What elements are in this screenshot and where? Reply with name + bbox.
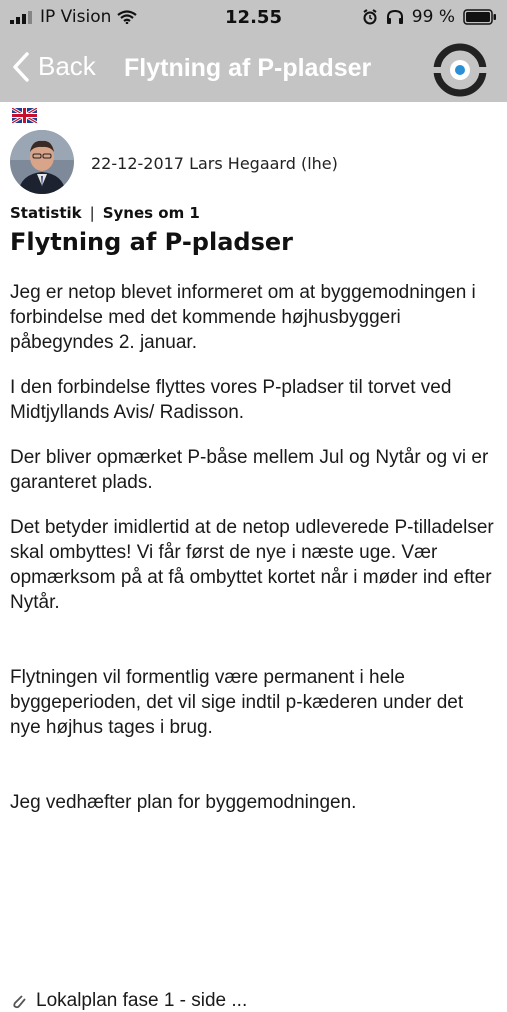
carrier-name: IP Vision <box>40 7 112 27</box>
app-logo-icon <box>433 43 487 97</box>
battery-icon <box>463 9 497 25</box>
actions-separator: | <box>89 204 95 222</box>
battery-percent: 99 % <box>411 7 455 27</box>
alarm-icon <box>362 9 378 25</box>
post-body <box>10 280 498 835</box>
post-paragraph: Flytningen vil formentlig være permanent i hele byggeperioden, det vil sige indtil p-kæderen under det nye højhus tages i brug. <box>10 667 464 738</box>
post-paragraph: Det betyder imidlertid at de netop udleverede P-tilladelser skal ombyttes! Vi får først de nye i næste uge. Vær opmærksom på at få ombyttet kortet når i møder ind efter Nytår. <box>10 517 494 613</box>
paperclip-icon <box>10 992 28 1010</box>
attachment-label: Lokalplan fase 1 - side ... <box>36 990 248 1011</box>
status-right <box>362 7 497 27</box>
author-avatar <box>10 130 74 194</box>
like-link[interactable]: Synes om 1 <box>102 204 200 222</box>
uk-flag-icon[interactable] <box>12 108 37 123</box>
post-paragraph: Der bliver opmærket P-båse mellem Jul og Nytår og vi er garanteret plads. <box>10 447 489 493</box>
back-label: Back <box>38 51 96 81</box>
post-title: Flytning af P-pladser <box>10 228 293 256</box>
headphones-icon <box>386 9 404 25</box>
post-paragraph: I den forbindelse flyttes vores P-pladser til torvet ved Midtjyllands Avis/ Radisson. <box>10 377 452 423</box>
navigation-bar <box>0 36 507 102</box>
post-actions <box>10 204 200 222</box>
post-paragraph: Jeg vedhæfter plan for byggemodningen. <box>10 792 357 813</box>
nav-title: Flytning af P-pladser <box>124 54 372 82</box>
post-paragraph: Jeg er netop blevet informeret om at byggemodningen i forbindelse med det kommende højhusbyggeri påbegyndes 2. januar. <box>10 282 476 353</box>
statistics-link[interactable]: Statistik <box>10 204 82 222</box>
chevron-left-icon <box>12 52 30 82</box>
back-button[interactable] <box>12 51 96 82</box>
attachment-link[interactable] <box>10 990 247 1012</box>
post-date-author: 22-12-2017 Lars Hegaard (lhe) <box>91 154 338 173</box>
status-time: 12.55 <box>225 7 282 28</box>
status-bar <box>0 0 507 36</box>
